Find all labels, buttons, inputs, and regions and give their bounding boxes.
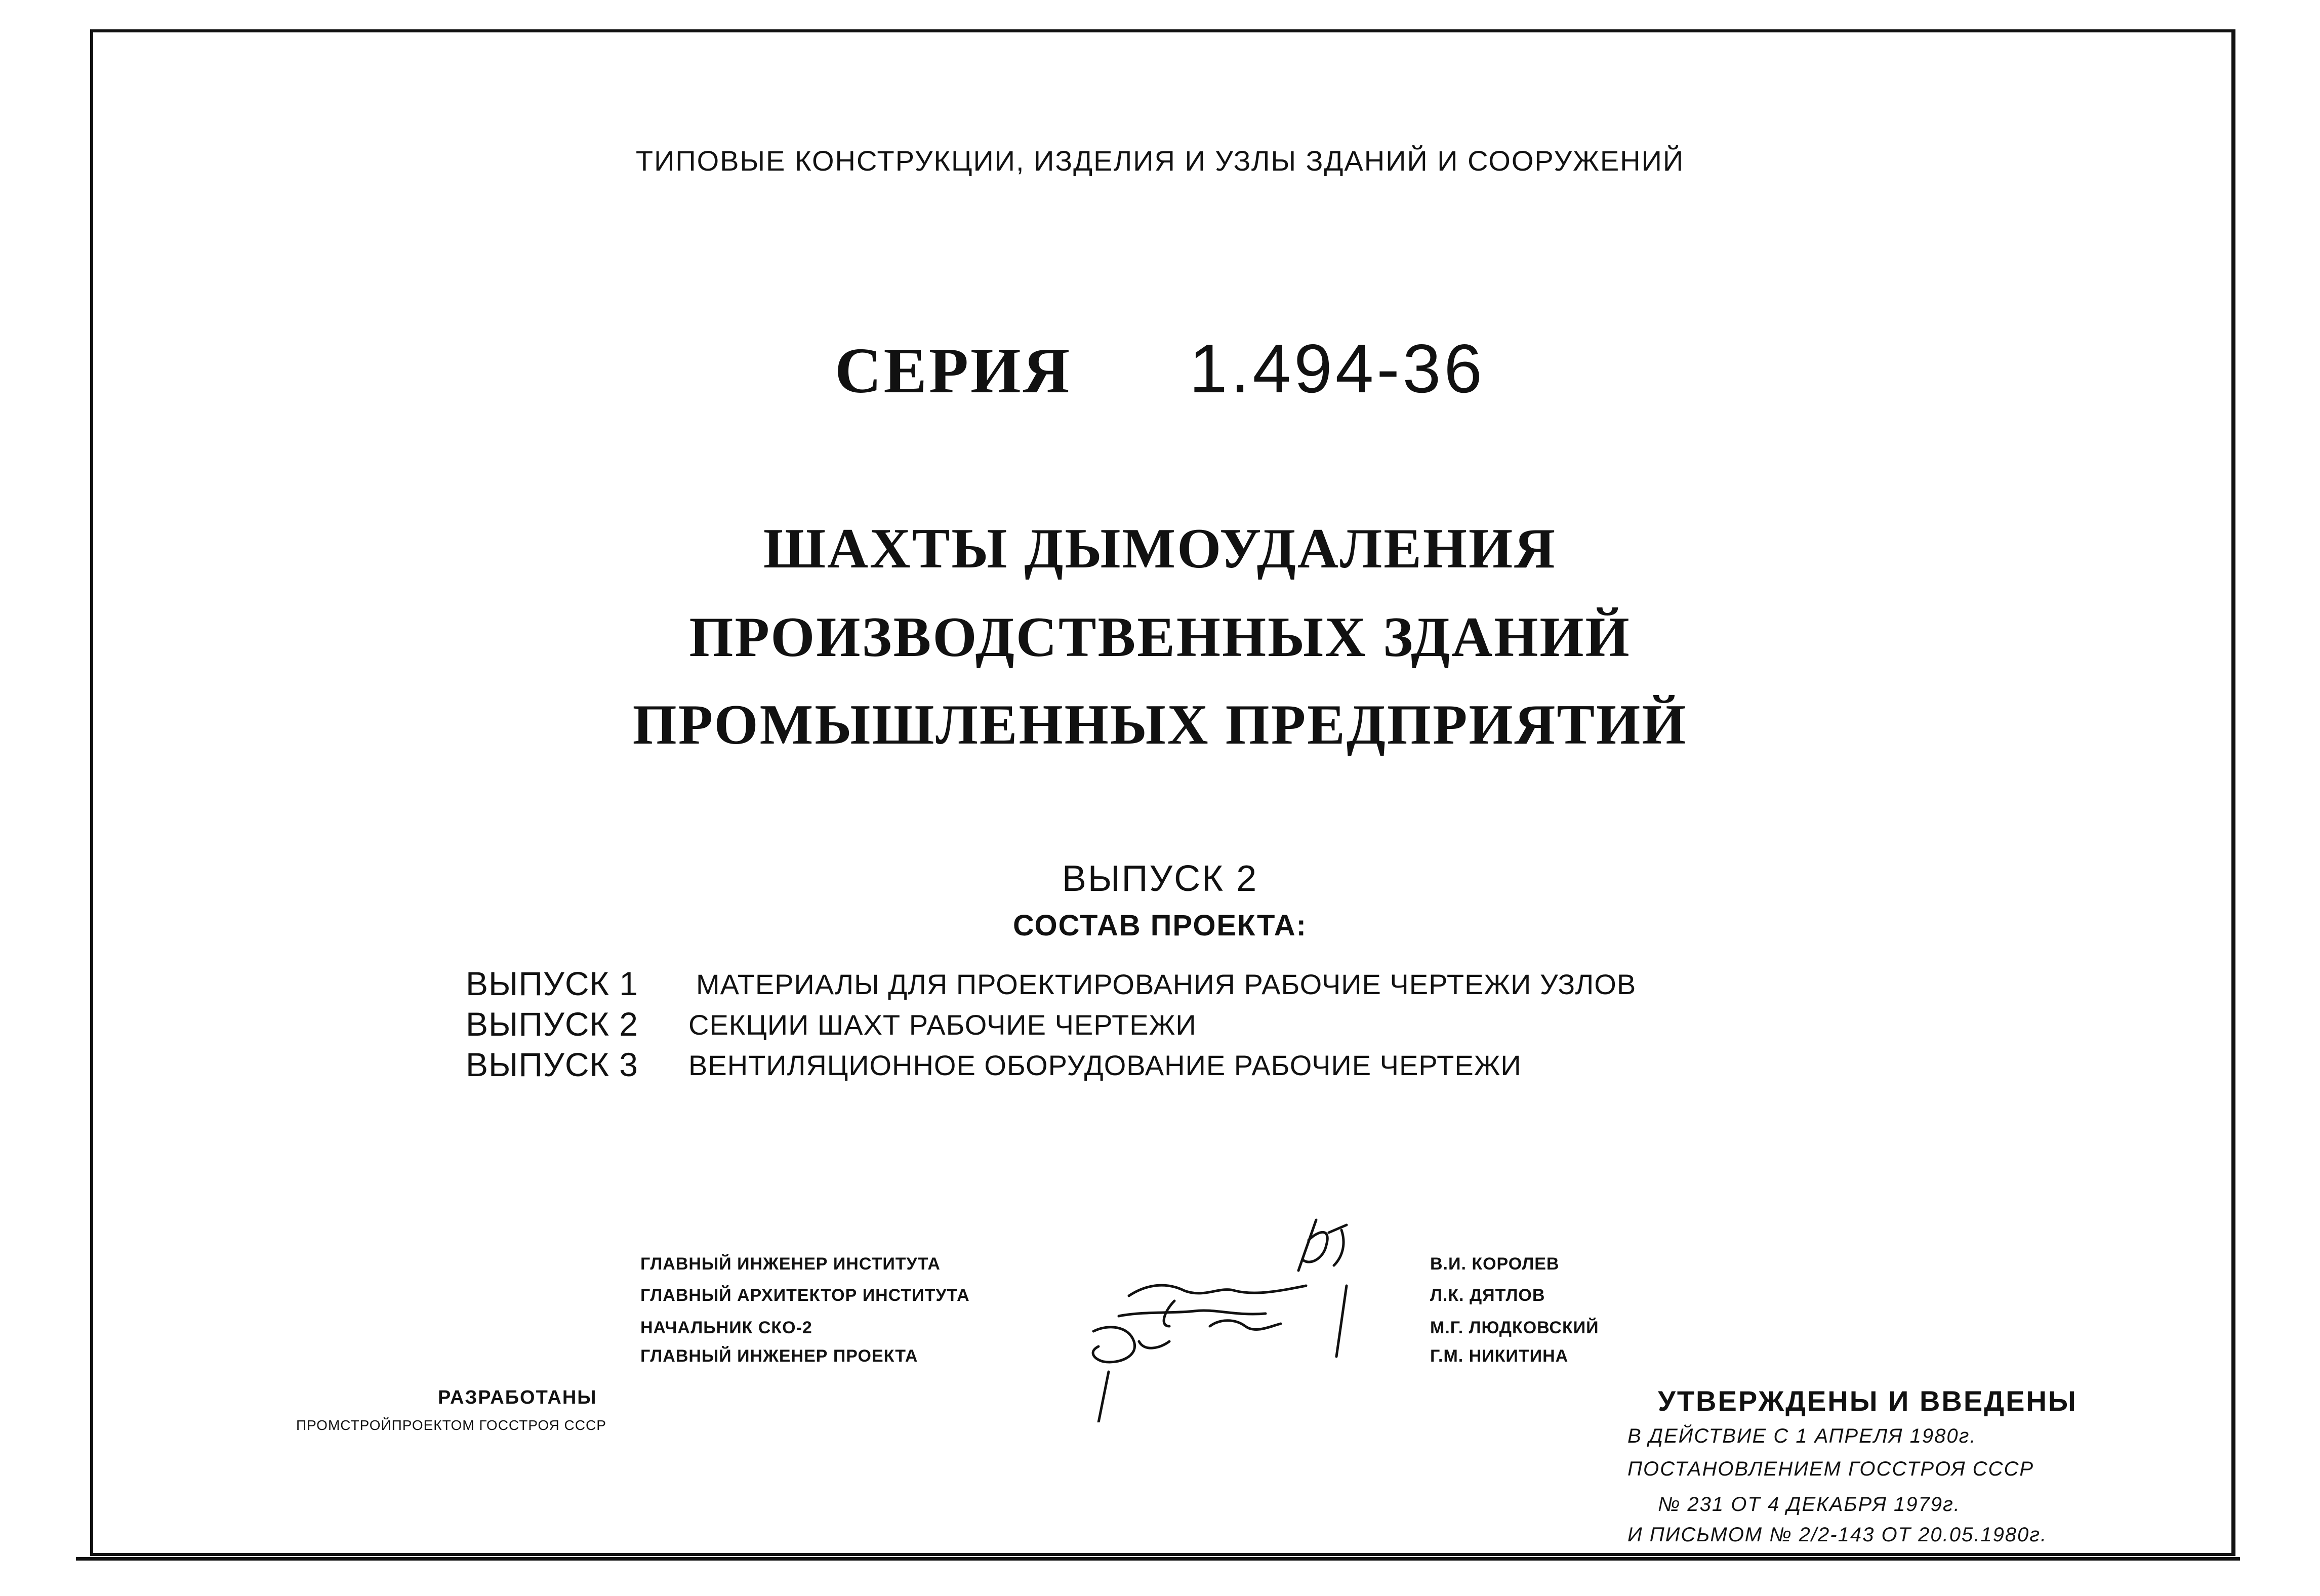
series-number: 1.494-36 [1189, 330, 1485, 407]
signatory-1-name: В.И. КОРОЛЕВ [1430, 1254, 1560, 1274]
signatory-2-name: Л.К. ДЯТЛОВ [1430, 1286, 1545, 1305]
volume-2-label: ВЫПУСК 2 [466, 1005, 638, 1043]
signatures-graphic [1043, 1210, 1387, 1422]
developed-label: РАЗРАБОТАНЫ [438, 1387, 597, 1408]
approval-line-3: ПОСТАНОВЛЕНИЕМ ГОССТРОЯ СССР [1627, 1458, 2034, 1480]
signatory-3-position: НАЧАЛЬНИК СКО-2 [640, 1318, 812, 1337]
volume-3-label: ВЫПУСК 3 [466, 1046, 638, 1083]
approval-line-4: № 231 ОТ 4 ДЕКАБРЯ 1979г. [1658, 1493, 1961, 1516]
signatory-4-name: Г.М. НИКИТИНА [1430, 1346, 1569, 1366]
title-line-1: ШАХТЫ ДЫМОУДАЛЕНИЯ [763, 517, 1557, 580]
approval-line-2: В ДЕЙСТВИЕ С 1 АПРЕЛЯ 1980г. [1627, 1425, 1977, 1447]
composition-heading: СОСТАВ ПРОЕКТА: [1013, 909, 1307, 942]
issue-number: ВЫПУСК 2 [1062, 858, 1258, 899]
approval-line-5: И ПИСЬМОМ № 2/2-143 ОТ 20.05.1980г. [1627, 1524, 2048, 1546]
title-line-3: ПРОМЫШЛЕННЫХ ПРЕДПРИЯТИЙ [632, 693, 1688, 756]
title-line-2: ПРОИЗВОДСТВЕННЫХ ЗДАНИЙ [689, 606, 1631, 669]
volume-2-description: СЕКЦИИ ШАХТ РАБОЧИЕ ЧЕРТЕЖИ [688, 1009, 1197, 1041]
approval-line-1: УТВЕРЖДЕНЫ И ВВЕДЕНЫ [1658, 1385, 2078, 1417]
signatory-4-position: ГЛАВНЫЙ ИНЖЕНЕР ПРОЕКТА [640, 1346, 918, 1366]
signatory-1-position: ГЛАВНЫЙ ИНЖЕНЕР ИНСТИТУТА [640, 1254, 941, 1274]
signatory-3-name: М.Г. ЛЮДКОВСКИЙ [1430, 1318, 1599, 1337]
series-label: СЕРИЯ [835, 335, 1072, 406]
volume-1-label: ВЫПУСК 1 [466, 965, 638, 1002]
signatory-2-position: ГЛАВНЫЙ АРХИТЕКТОР ИНСТИТУТА [640, 1286, 970, 1305]
volume-3-description: ВЕНТИЛЯЦИОННОЕ ОБОРУДОВАНИЕ РАБОЧИЕ ЧЕРТЕЖИ [688, 1049, 1522, 1081]
bottom-rule [76, 1557, 2240, 1561]
developed-by: ПРОМСТРОЙПРОЕКТОМ ГОССТРОЯ СССР [296, 1417, 606, 1433]
series-line [0, 329, 2320, 408]
header-line: ТИПОВЫЕ КОНСТРУКЦИИ, ИЗДЕЛИЯ И УЗЛЫ ЗДАНИЙ И СООРУЖЕНИЙ [635, 145, 1685, 177]
volume-1-description: МАТЕРИАЛЫ ДЛЯ ПРОЕКТИРОВАНИЯ РАБОЧИЕ ЧЕРТЕЖИ УЗЛОВ [696, 968, 1637, 1000]
